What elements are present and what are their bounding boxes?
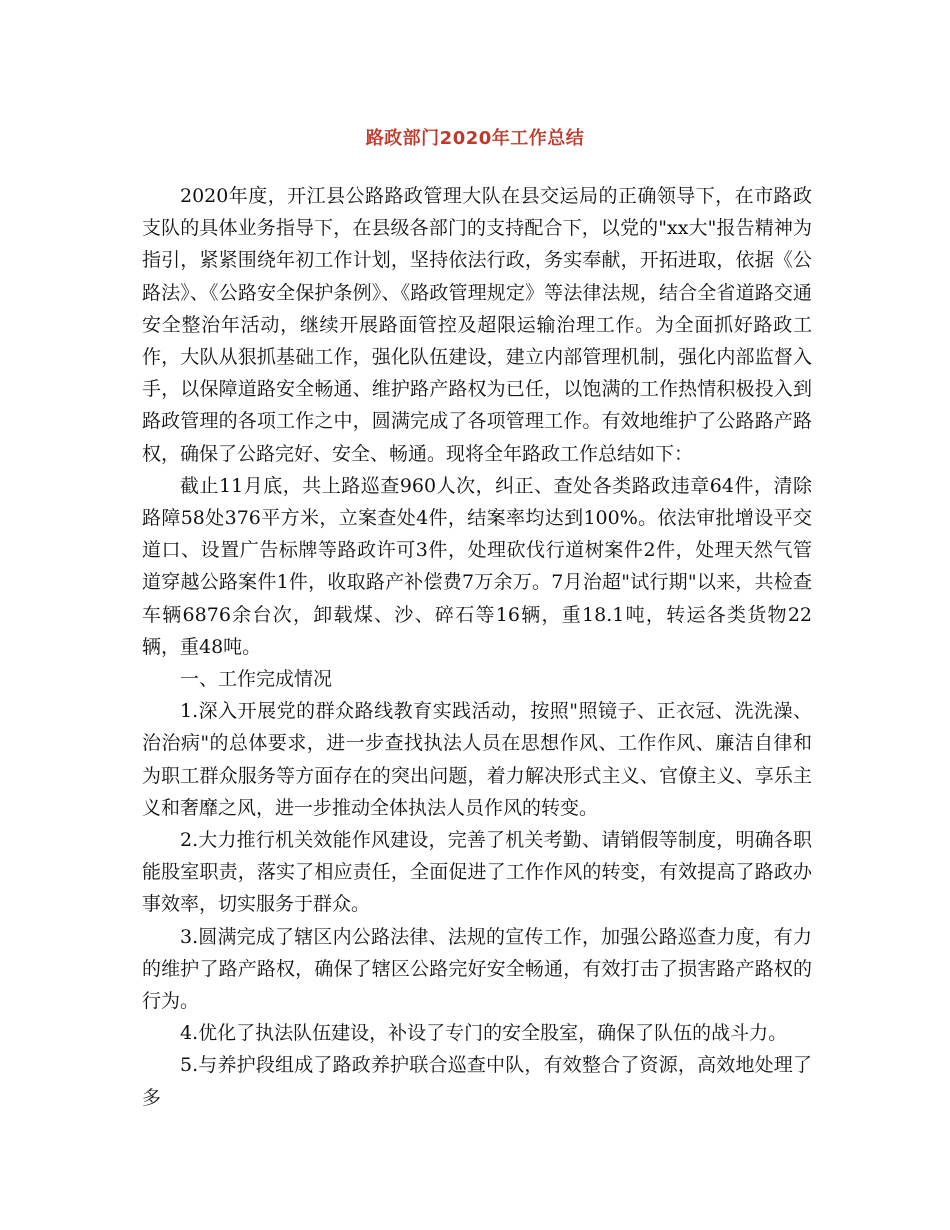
paragraph-item-2: 2.大力推行机关效能作风建设，完善了机关考勤、请销假等制度，明确各职能股室职责，落实了相应责任，全面促进了工作作风的转变，有效提高了路政办事效率，切实服务于群众。 [142,829,812,916]
paragraph-item-5: 5.与养护段组成了路政养护联合巡查中队，有效整合了资源，高效地处理了多 [142,1054,812,1109]
paragraph-statistics: 截止11月底，共上路巡查960人次，纠正、查处各类路政违章64件，清除路障58处376平方米，立案查处4件，结案率均达到100%。依法审批增设平交道口、设置广告标牌等路政许可3件，处理砍伐行道树案件2件，处理天然气管道穿越公路案件1件，收取路产补偿费7万余万。7月治超"试行期"以来，共检查车辆6876余台次，卸载煤、沙、碎石等16辆，重18.1吨，转运各类货物22辆，重48吨。 [142,474,812,658]
document-title: 路政部门2020年工作总结 [365,128,585,149]
paragraph-intro: 2020年度，开江县公路路政管理大队在县交运局的正确领导下，在市路政支队的具体业务指导下，在县级各部门的支持配合下，以党的"xx大"报告精神为指引，紧紧围绕年初工作计划，坚持依法行政，务实奉献，开拓进取，依据《公路法》、《公路安全保护条例》、《路政管理规定》等法律法规，结合全省道路交通安全整治年活动，继续开展路面管控及超限运输治理工作。为全面抓好路政工作，大队从狠抓基础工作，强化队伍建设，建立内部管理机制，强化内部监督入手，以保障道路安全畅通、维护路产路权为已任，以饱满的工作热情积极投入到路政管理的各项工作之中，圆满完成了各项管理工作。有效地维护了公路路产路权，确保了公路完好、安全、畅通。现将全年路政工作总结如下： [142,185,812,465]
section-heading: 一、工作完成情况 [180,668,333,691]
paragraph-item-4: 4.优化了执法队伍建设，补设了专门的安全股室，确保了队伍的战斗力。 [180,1022,788,1045]
paragraph-item-1: 1.深入开展党的群众路线教育实践活动，按照"照镜子、正衣冠、洗洗澡、治治病"的总体要求，进一步查找执法人员在思想作风、工作作风、廉洁自律和为职工群众服务等方面存在的突出问题，着力解决形式主义、官僚主义、享乐主义和奢靡之风，进一步推动全体执法人员作风的转变。 [142,700,812,819]
paragraph-item-3: 3.圆满完成了辖区内公路法律、法规的宣传工作，加强公路巡查力度，有力的维护了路产路权，确保了辖区公路完好安全畅通，有效打击了损害路产路权的行为。 [142,925,812,1013]
document-body [142,180,812,1114]
